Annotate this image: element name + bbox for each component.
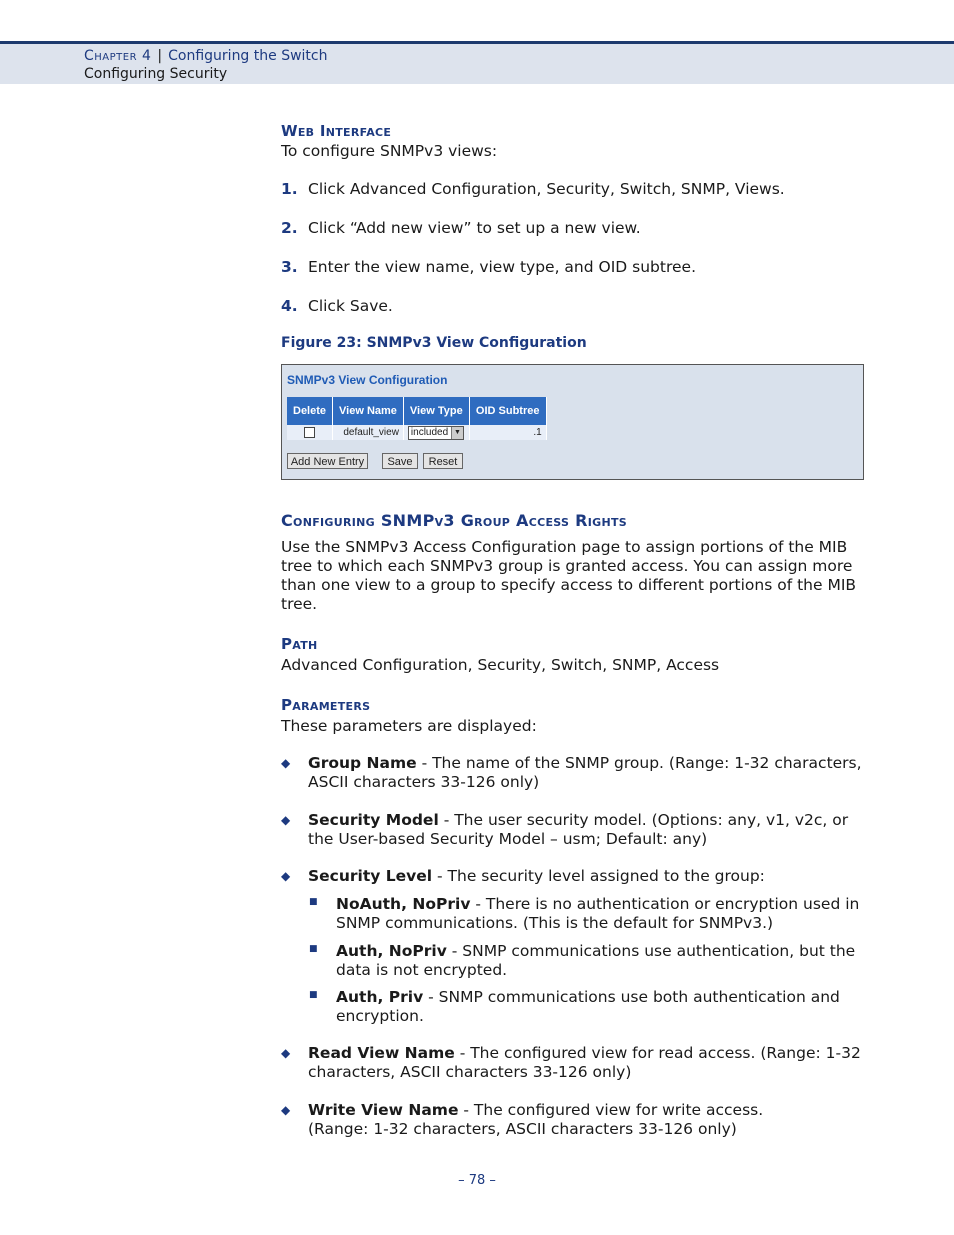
save-button[interactable]: Save [382, 453, 418, 469]
column-header-view-type: View Type [403, 397, 469, 425]
diamond-bullet-icon: ◆ [281, 1046, 291, 1060]
group-access-body: Use the SNMPv3 Access Configuration page to assign portions of the MIB tree to which each SNMPv3 group is granted access. You can assign more than one view to a group to specify access to different portions of the MIB tree. [281, 538, 857, 613]
dropdown-arrow-icon: ▼ [451, 427, 463, 439]
delete-checkbox[interactable] [304, 427, 315, 438]
square-bullet-icon: ■ [309, 990, 318, 1000]
step-4 [281, 297, 393, 316]
param-term: Security Model [308, 811, 439, 829]
diamond-bullet-icon: ◆ [281, 869, 291, 883]
square-bullet-icon: ■ [309, 944, 318, 954]
param-desc: - The name of the SNMP group. (Range: 1-32 characters, ASCII characters 33-126 only) [308, 754, 862, 791]
param-term: Write View Name [308, 1101, 459, 1119]
step-text: Click “Add new view” to set up a new view. [308, 219, 641, 237]
path-text: Advanced Configuration, Security, Switch, SNMP, Access [281, 656, 720, 674]
sub-term: NoAuth, NoPriv [336, 895, 471, 913]
chapter-title: Configuring the Switch [168, 48, 328, 64]
sub-desc: - SNMP communications use authentication, but the data is not encrypted. [336, 942, 856, 979]
diamond-bullet-icon: ◆ [281, 756, 291, 770]
diamond-bullet-icon: ◆ [281, 813, 291, 827]
page-number: – 78 – [458, 1173, 496, 1188]
column-header-delete: Delete [287, 397, 333, 425]
param-desc: - The configured view for write access. [458, 1101, 764, 1119]
sublevel-noauth-nopriv [336, 895, 871, 933]
delete-cell [287, 425, 333, 440]
step-text: Click Save. [308, 297, 393, 315]
figure-title: SNMPv3 View Configuration [287, 373, 448, 387]
square-bullet-icon: ■ [309, 897, 318, 907]
sub-desc: - SNMP communications use both authentication and encryption. [336, 988, 840, 1025]
column-header-view-name: View Name [333, 397, 404, 425]
add-new-entry-button[interactable]: Add New Entry [287, 453, 368, 469]
step-number: 1. [281, 180, 298, 198]
oid-subtree-cell: .1 [469, 425, 546, 440]
sub-term: Auth, Priv [336, 988, 424, 1006]
param-desc: - The configured view for read access. (Range: 1-32 characters, ASCII characters 33-126 only) [308, 1044, 861, 1081]
param-desc-line2: (Range: 1-32 characters, ASCII characters 33-126 only) [308, 1120, 737, 1138]
step-number: 4. [281, 297, 298, 315]
section-title: Configuring Security [84, 66, 228, 82]
step-text: Click Advanced Configuration, Security, Switch, SNMP, Views. [308, 180, 785, 198]
param-desc: - The security level assigned to the group: [432, 867, 765, 885]
view-type-cell [403, 425, 469, 440]
page-header [0, 41, 954, 84]
param-term: Group Name [308, 754, 417, 772]
parameters-intro: These parameters are displayed: [281, 717, 537, 735]
param-security-level [308, 867, 870, 886]
step-text: Enter the view name, view type, and OID subtree. [308, 258, 696, 276]
param-term: Read View Name [308, 1044, 455, 1062]
param-group-name [308, 754, 870, 792]
sublevel-auth-nopriv [336, 942, 871, 980]
chapter-label: Chapter 4 [84, 48, 152, 64]
parameters-heading: Parameters [281, 696, 371, 714]
group-access-heading: Configuring SNMPv3 Group Access Rights [281, 511, 627, 530]
sub-term: Auth, NoPriv [336, 942, 447, 960]
param-term: Security Level [308, 867, 433, 885]
figure-caption: Figure 23: SNMPv3 View Configuration [281, 335, 587, 351]
param-write-view-name [308, 1101, 870, 1139]
reset-button[interactable]: Reset [423, 453, 463, 469]
web-interface-heading: Web Interface [281, 122, 392, 140]
view-table [287, 397, 547, 440]
header-chapter-line [84, 48, 327, 64]
table-header-row [287, 397, 546, 425]
step-2 [281, 219, 641, 238]
table-row [287, 425, 546, 440]
step-number: 2. [281, 219, 298, 237]
step-1 [281, 180, 785, 199]
param-desc: - The user security model. (Options: any, v1, v2c, or the User-based Security Model – usm; Default: any) [308, 811, 849, 848]
view-type-value: included [410, 426, 449, 438]
view-type-select[interactable] [408, 426, 464, 440]
web-interface-intro: To configure SNMPv3 views: [281, 142, 498, 160]
diamond-bullet-icon: ◆ [281, 1103, 291, 1117]
sublevel-auth-priv [336, 988, 871, 1026]
step-3 [281, 258, 696, 277]
step-number: 3. [281, 258, 298, 276]
sub-desc: - There is no authentication or encryption used in SNMP communications. (This is the default for SNMPv3.) [336, 895, 860, 932]
column-header-oid-subtree: OID Subtree [469, 397, 546, 425]
view-name-cell: default_view [333, 425, 404, 440]
header-separator: | [157, 48, 163, 64]
param-security-model [308, 811, 870, 849]
path-heading: Path [281, 635, 318, 653]
param-read-view-name [308, 1044, 870, 1082]
snmpv3-view-figure [281, 364, 864, 480]
